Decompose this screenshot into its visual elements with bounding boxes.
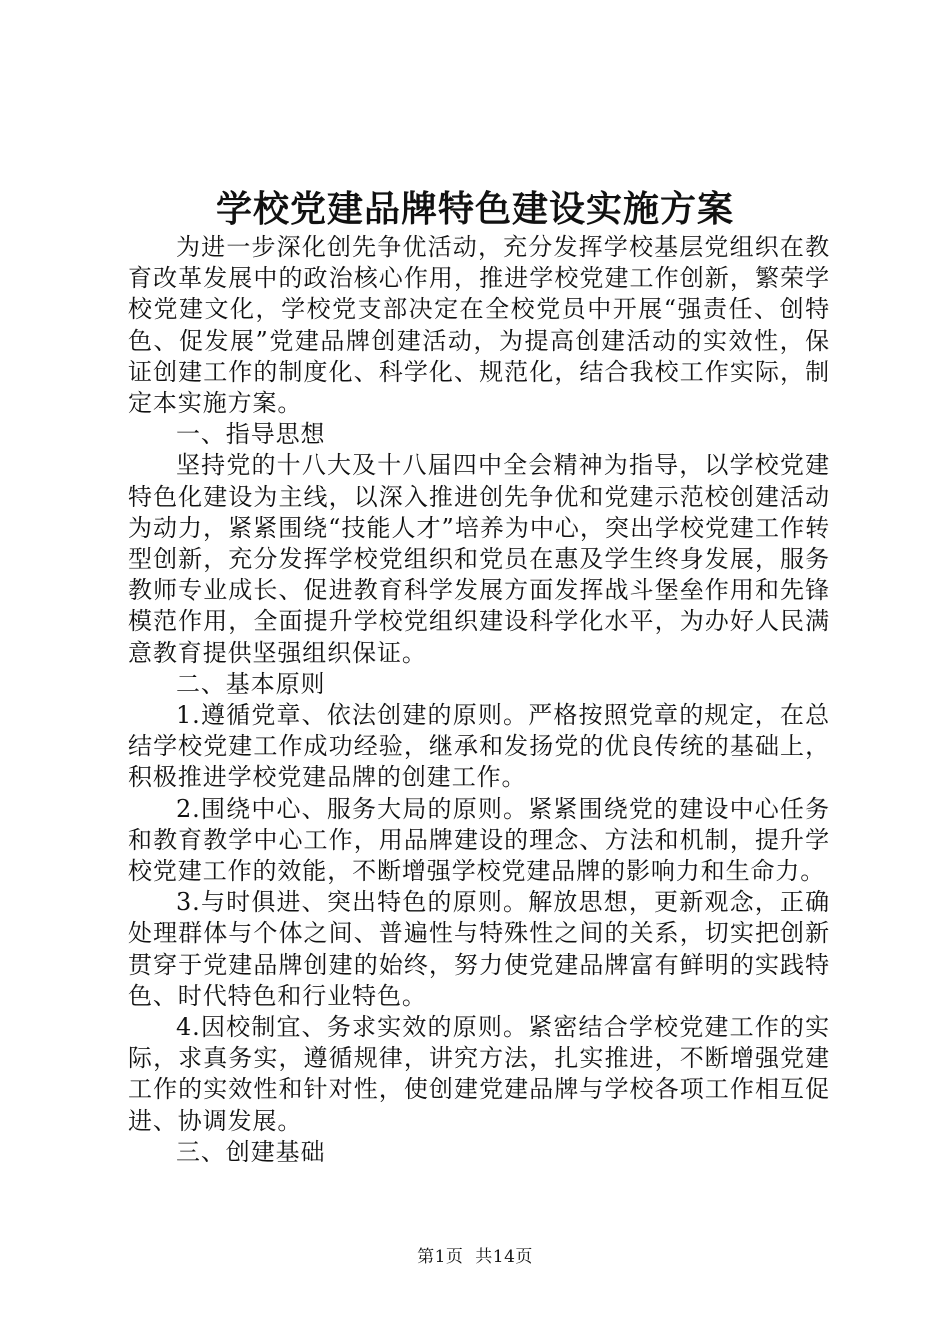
document-title: 学校党建品牌特色建设实施方案 xyxy=(215,188,734,230)
paragraph-intro: 为进一步深化创先争优活动，充分发挥学校基层党组织在教育改革发展中的政治核心作用，推进学校党建工作创新，繁荣学校党建文化，学校党支部决定在全校党员中开展“强责任、创特色、促发展”党建品牌创建活动，为提高创建活动的实效性，保证创建工作的制度化、科学化、规范化，结合我校工作实际，制定本实施方案。 xyxy=(128,233,830,418)
paragraph-guiding-ideology: 坚持党的十八大及十八届四中全会精神为指导，以学校党建特色化建设为主线，以深入推进创先争优和党建示范校创建活动为动力，紧紧围绕“技能人才”培养为中心，突出学校党建工作转型创新，充分发挥学校党组织和党员在惠及学生终身发展，服务教师专业成长、促进教育科学发展方面发挥战斗堡垒作用和先锋模范作用，全面提升学校党组织建设科学化水平，为办好人民满意教育提供坚强组织保证。 xyxy=(128,451,830,667)
heading-creation-basis: 三、创建基础 xyxy=(176,1137,326,1166)
page-total: 共14页 xyxy=(475,1247,533,1267)
paragraph-principle-1: 1.遵循党章、依法创建的原则。严格按照党章的规定，在总结学校党建工作成功经验，继承和发扬党的优良传统的基础上，积极推进学校党建品牌的创建工作。 xyxy=(128,701,830,792)
page-number: 第1页 xyxy=(417,1247,464,1267)
paragraph-principle-4: 4.因校制宜、务求实效的原则。紧密结合学校党建工作的实际，求真务实，遵循规律，讲究方法，扎实推进，不断增强党建工作的实效性和针对性，使创建党建品牌与学校各项工作相互促进、协调发展。 xyxy=(128,1013,830,1135)
document-body xyxy=(128,232,830,1168)
page-footer xyxy=(0,1242,950,1267)
paragraph-principle-2: 2.围绕中心、服务大局的原则。紧紧围绕党的建设中心任务和教育教学中心工作，用品牌建设的理念、方法和机制，提升学校党建工作的效能，不断增强学校党建品牌的影响力和生命力。 xyxy=(128,794,830,886)
heading-guiding-ideology: 一、指导思想 xyxy=(176,420,326,449)
paragraph-principle-3: 3.与时俱进、突出特色的原则。解放思想，更新观念，正确处理群体与个体之间、普遍性与特殊性之间的关系，切实把创新贯穿于党建品牌创建的始终，努力使党建品牌富有鲜明的实践特色、时代特色和行业特色。 xyxy=(128,888,830,1010)
heading-basic-principles: 二、基本原则 xyxy=(176,669,326,698)
